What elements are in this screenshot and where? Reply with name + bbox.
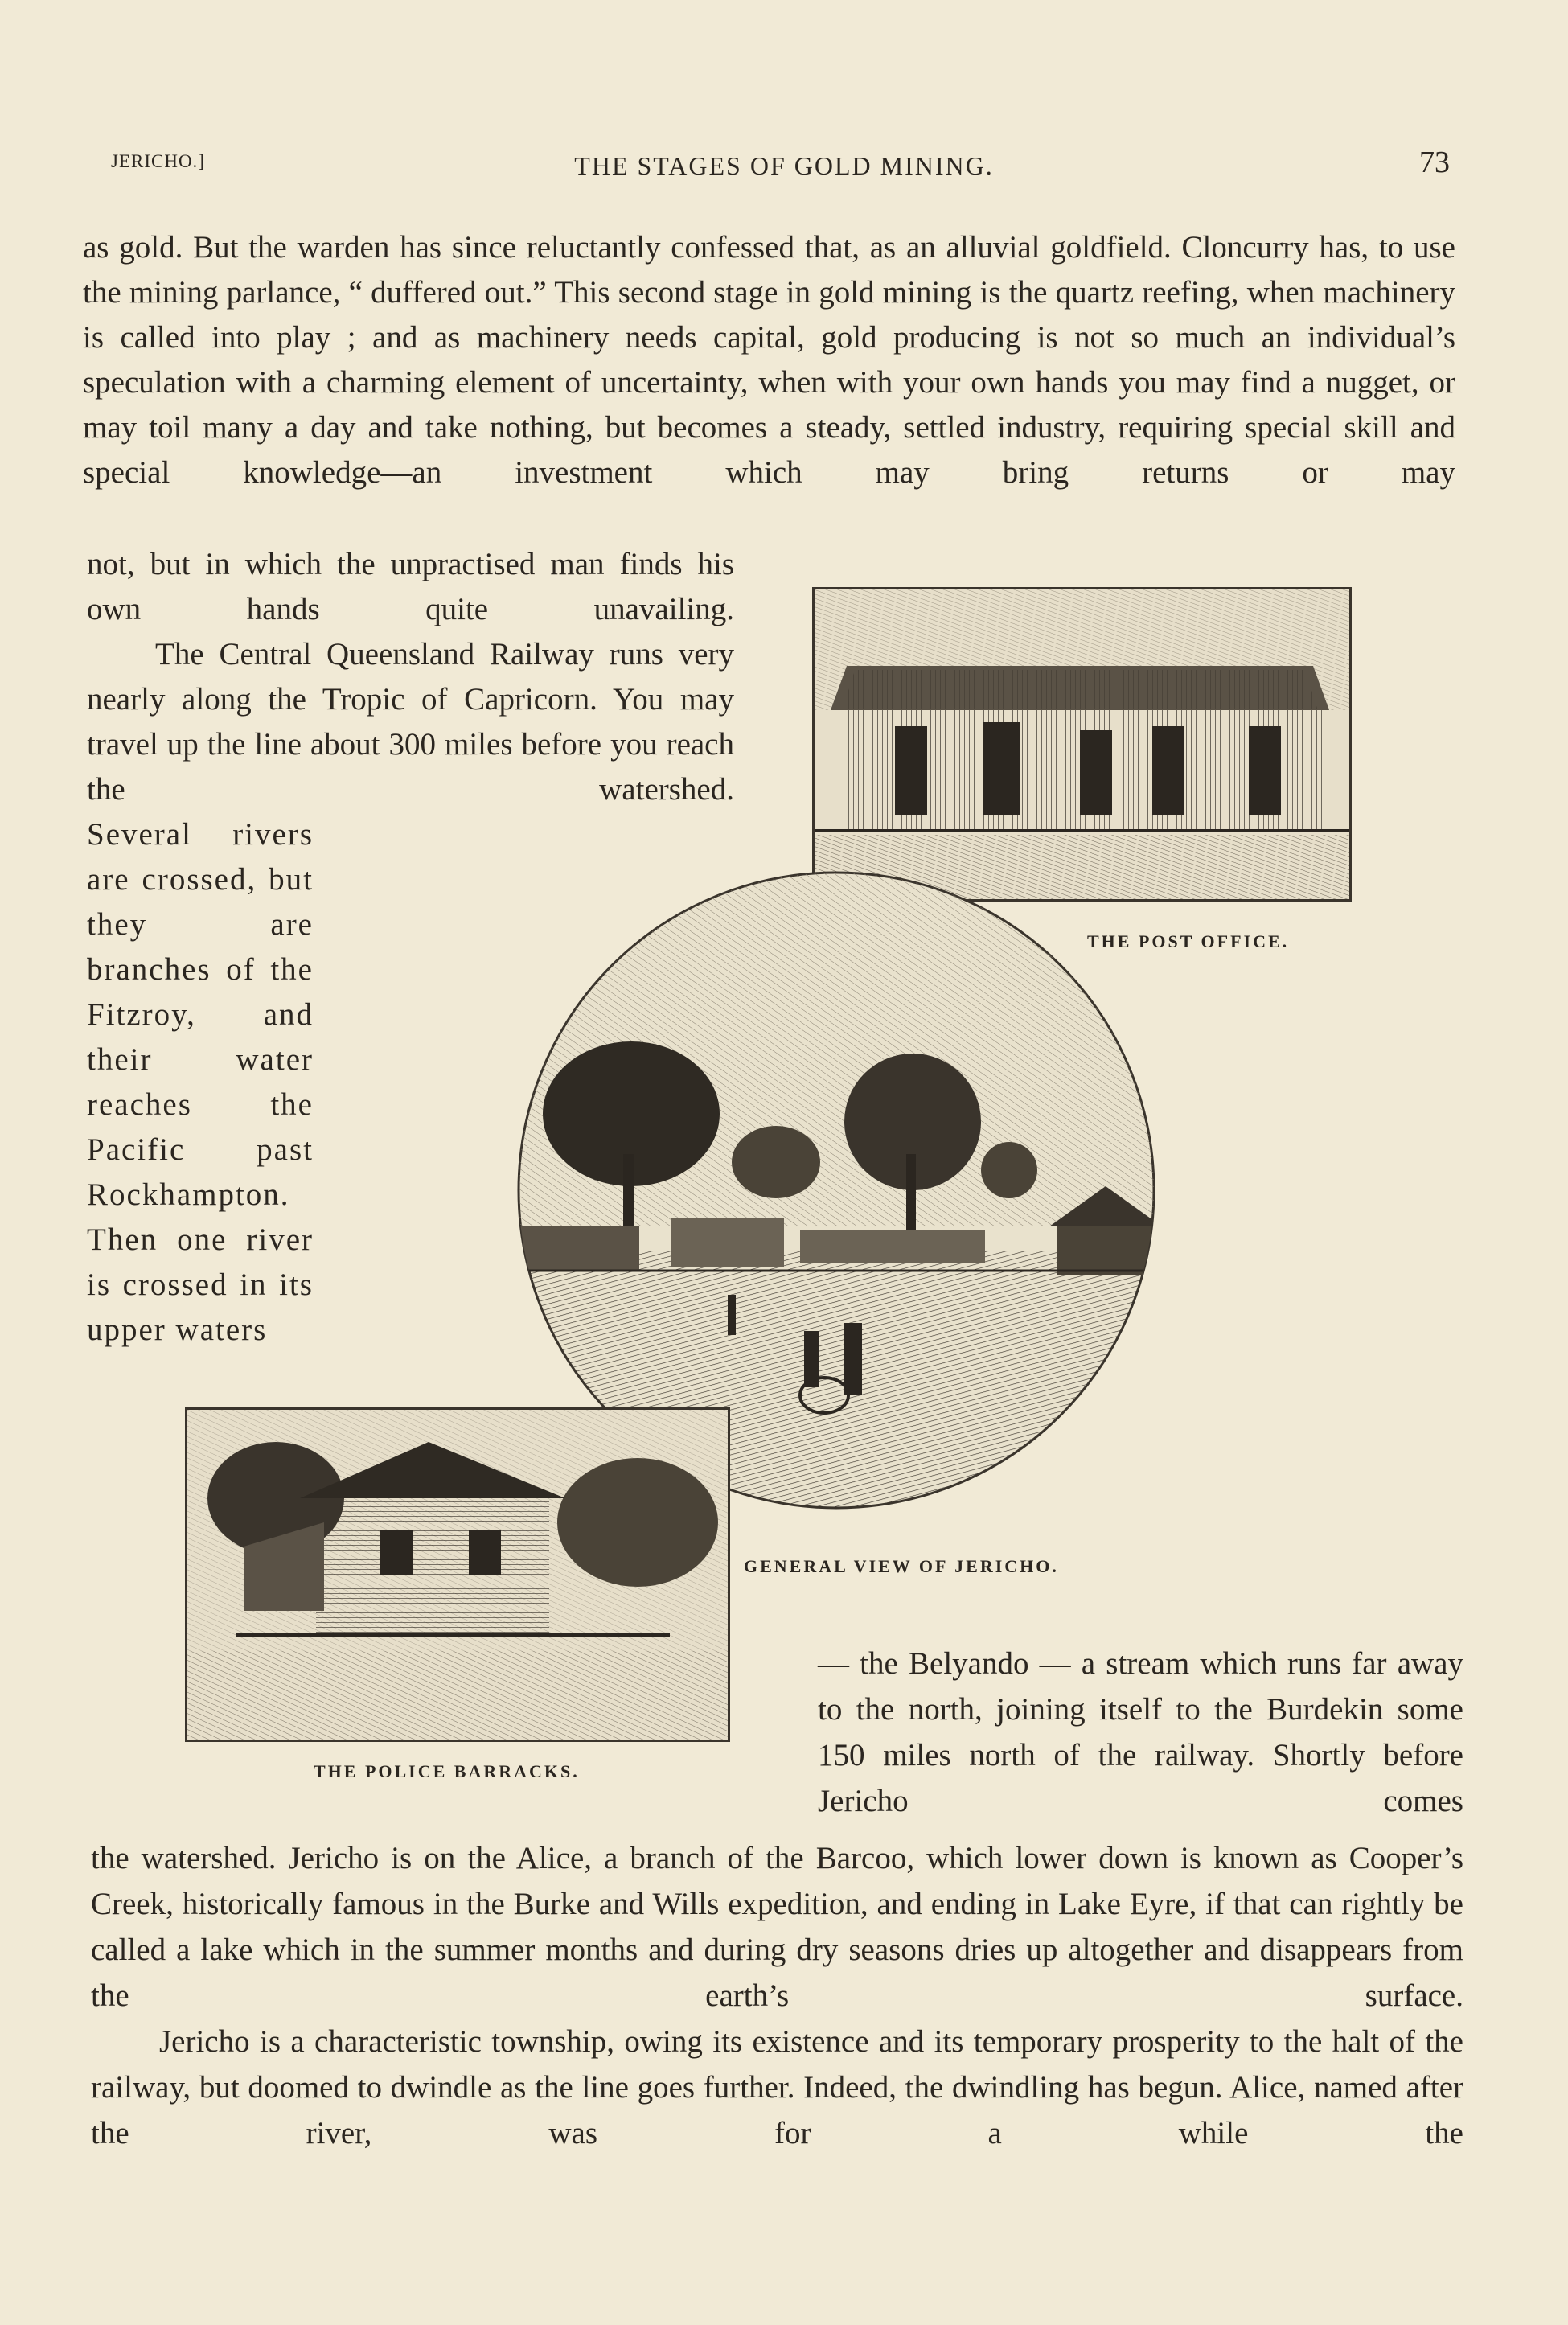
paragraph-text: as gold. But the warden has since reluctantly confessed that, as an alluvial goldfield. Cloncurry has, to use the mining parlance, “ duffered out.” This second stage in gold mining is the quartz reefing, when machinery is called into play ; and as machinery needs capital, gold producing is not so much an individual’s speculation with a charming element of uncertainty, when with your own hands you may find a nugget, or may toil many a day and take nothing, but becomes a steady, settled industry, requiring special skill and special knowledge—an investment which may bring returns or may: [83, 230, 1455, 490]
paragraph-column: [87, 812, 314, 1353]
paragraph-bottom-1: [91, 1835, 1463, 2019]
paragraph-text: Jericho is a characteristic township, owing its existence and its temporary prosperity to the halt of the railway, but doomed to dwindle as the line goes further. Indeed, the dwindling has begun. Alice, named after the river, was for a while the: [91, 2024, 1463, 2150]
running-head-title: THE STAGES OF GOLD MINING.: [574, 151, 994, 180]
paragraph-top: [83, 225, 1455, 495]
caption-post-office: THE POST OFFICE.: [1087, 931, 1290, 951]
paragraph-text: — the Belyando — a stream which runs far away to the north, joining itself to the Burdekin some 150 miles north of the railway. Shortly before Jericho comes: [818, 1646, 1463, 1818]
paragraph-text: The Central Queensland Railway runs very nearly along the Tropic of Capricorn. You may travel up the line about 300 miles before you reach the watershed.: [87, 637, 734, 807]
caption-police-barracks: THE POLICE BARRACKS.: [314, 1761, 580, 1781]
paragraph-bottom-2: [91, 2019, 1463, 2156]
paragraph-narrow-1: [87, 542, 734, 632]
paragraph-text: Several rivers are crossed, but they are branches of the Fitzroy, and their water reaches the Pacific past Rockhampton. Then one river is crossed in its upper waters: [87, 817, 314, 1347]
caption-general-view: GENERAL VIEW OF JERICHO.: [744, 1556, 1059, 1576]
paragraph-narrow-2: [87, 632, 734, 812]
page-number: 73: [1419, 146, 1450, 179]
paragraph-text: the watershed. Jericho is on the Alice, a branch of the Barcoo, which lower down is known as Cooper’s Creek, historically famous in the Burke and Wills expedition, and ending in Lake Eyre, if that can rightly be called a lake which in the summer months and during dry seasons dries up altogether and disappears from the earth’s surface.: [91, 1841, 1463, 2013]
paragraph-text: not, but in which the unpractised man finds his own hands quite unavailing.: [87, 547, 734, 626]
police-barracks-engraving: [185, 1407, 730, 1742]
running-head-left: JERICHO.]: [111, 151, 205, 171]
paragraph-right-column: [818, 1641, 1463, 1824]
